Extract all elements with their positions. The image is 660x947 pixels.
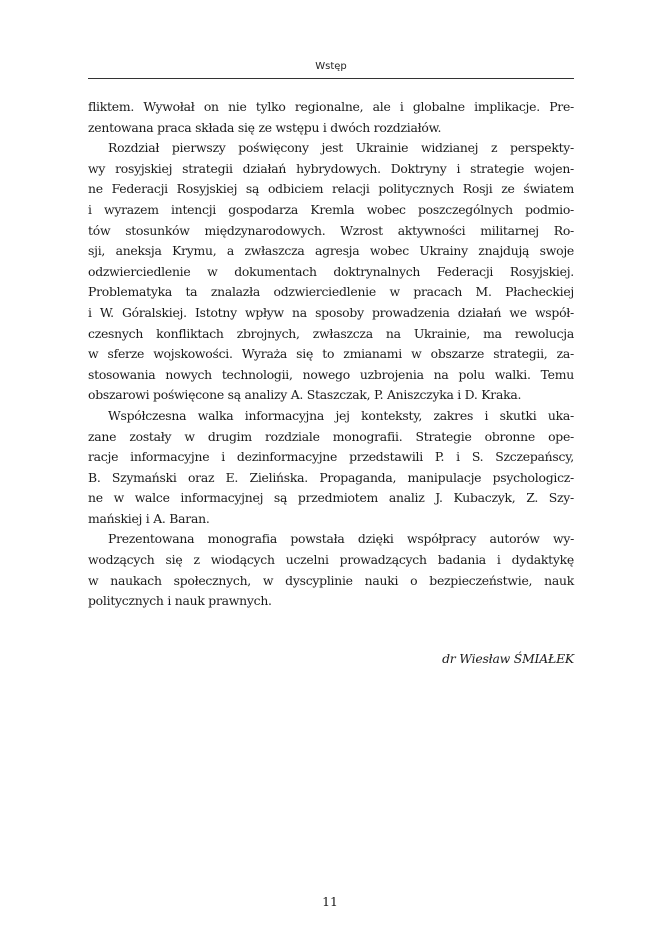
text-line: Prezentowana monografia powstała dzięki współpracy autorów wy- (108, 531, 574, 547)
text-line: zentowana praca składa się ze wstępu i dwóch rozdziałów. (88, 119, 442, 135)
text-line: sji, aneksja Krymu, a zwłaszcza agresja wobec Ukrainy znajdują swoje (88, 243, 574, 259)
text-line: czesnych konfliktach zbrojnych, zwłaszcza na Ukrainie, ma rewolucja (88, 325, 574, 341)
body-text (88, 97, 574, 612)
text-line: Rozdział pierwszy poświęcony jest Ukrainie widzianej z perspekty- (108, 140, 574, 156)
running-head: Wstęp (315, 61, 347, 72)
header-rule (88, 78, 574, 79)
paragraph (88, 529, 574, 611)
paragraph (88, 406, 574, 530)
text-line: Współczesna walka informacyjna jej konteksty, zakres i skutki uka- (108, 407, 574, 423)
text-line: obszarowi poświęcone są analizy A. Staszczak, P. Aniszczyka i D. Kraka. (88, 387, 522, 403)
text-line: racje informacyjne i dezinformacyjne przedstawili P. i S. Szczepańscy, (88, 449, 574, 465)
text-line: i wyrazem intencji gospodarza Kremla wobec poszczególnych podmio- (88, 201, 574, 217)
text-line: odzwierciedlenie w dokumentach doktrynalnych Federacji Rosyjskiej. (88, 263, 574, 279)
text-line: wodzących się z wiodących uczelni prowadzących badania i dydaktykę (88, 552, 574, 568)
text-line: wy rosyjskiej strategii działań hybrydowych. Doktryny i strategie wojen- (88, 160, 574, 176)
text-line: zane zostały w drugim rozdziale monografii. Strategie obronne ope- (88, 428, 574, 444)
text-line: B. Szymański oraz E. Zielińska. Propaganda, manipulacje psychologicz- (88, 469, 574, 485)
paragraph (88, 97, 574, 138)
text-line: fliktem. Wywołał on nie tylko regionalne, ale i globalne implikacje. Pre- (88, 99, 574, 114)
text-line: w sferze wojskowości. Wyraża się to zmianami w obszarze strategii, za- (88, 346, 574, 362)
text-line: ne Federacji Rosyjskiej są odbiciem relacji politycznych Rosji ze światem (88, 181, 574, 197)
text-line: i W. Góralskiej. Istotny wpływ na sposoby prowadzenia działań we współ- (88, 304, 574, 320)
author-signature: dr Wiesław ŚMIAŁEK (442, 651, 574, 666)
text-line: w naukach społecznych, w dyscyplinie nauki o bezpieczeństwie, nauk (88, 572, 574, 588)
text-line: Problematyka ta znalazła odzwierciedlenie w pracach M. Płacheckiej (88, 284, 574, 300)
text-line: mańskiej i A. Baran. (88, 510, 210, 526)
text-line: stosowania nowych technologii, nowego uzbrojenia na polu walki. Temu (88, 366, 574, 382)
page-number: 11 (322, 894, 338, 909)
paragraph (88, 138, 574, 406)
text-line: politycznych i nauk prawnych. (88, 593, 272, 609)
text-line: ne w walce informacyjnej są przedmiotem analiz J. Kubaczyk, Z. Szy- (88, 490, 574, 506)
text-line: tów stosunków międzynarodowych. Wzrost aktywności militarnej Ro- (88, 222, 574, 238)
